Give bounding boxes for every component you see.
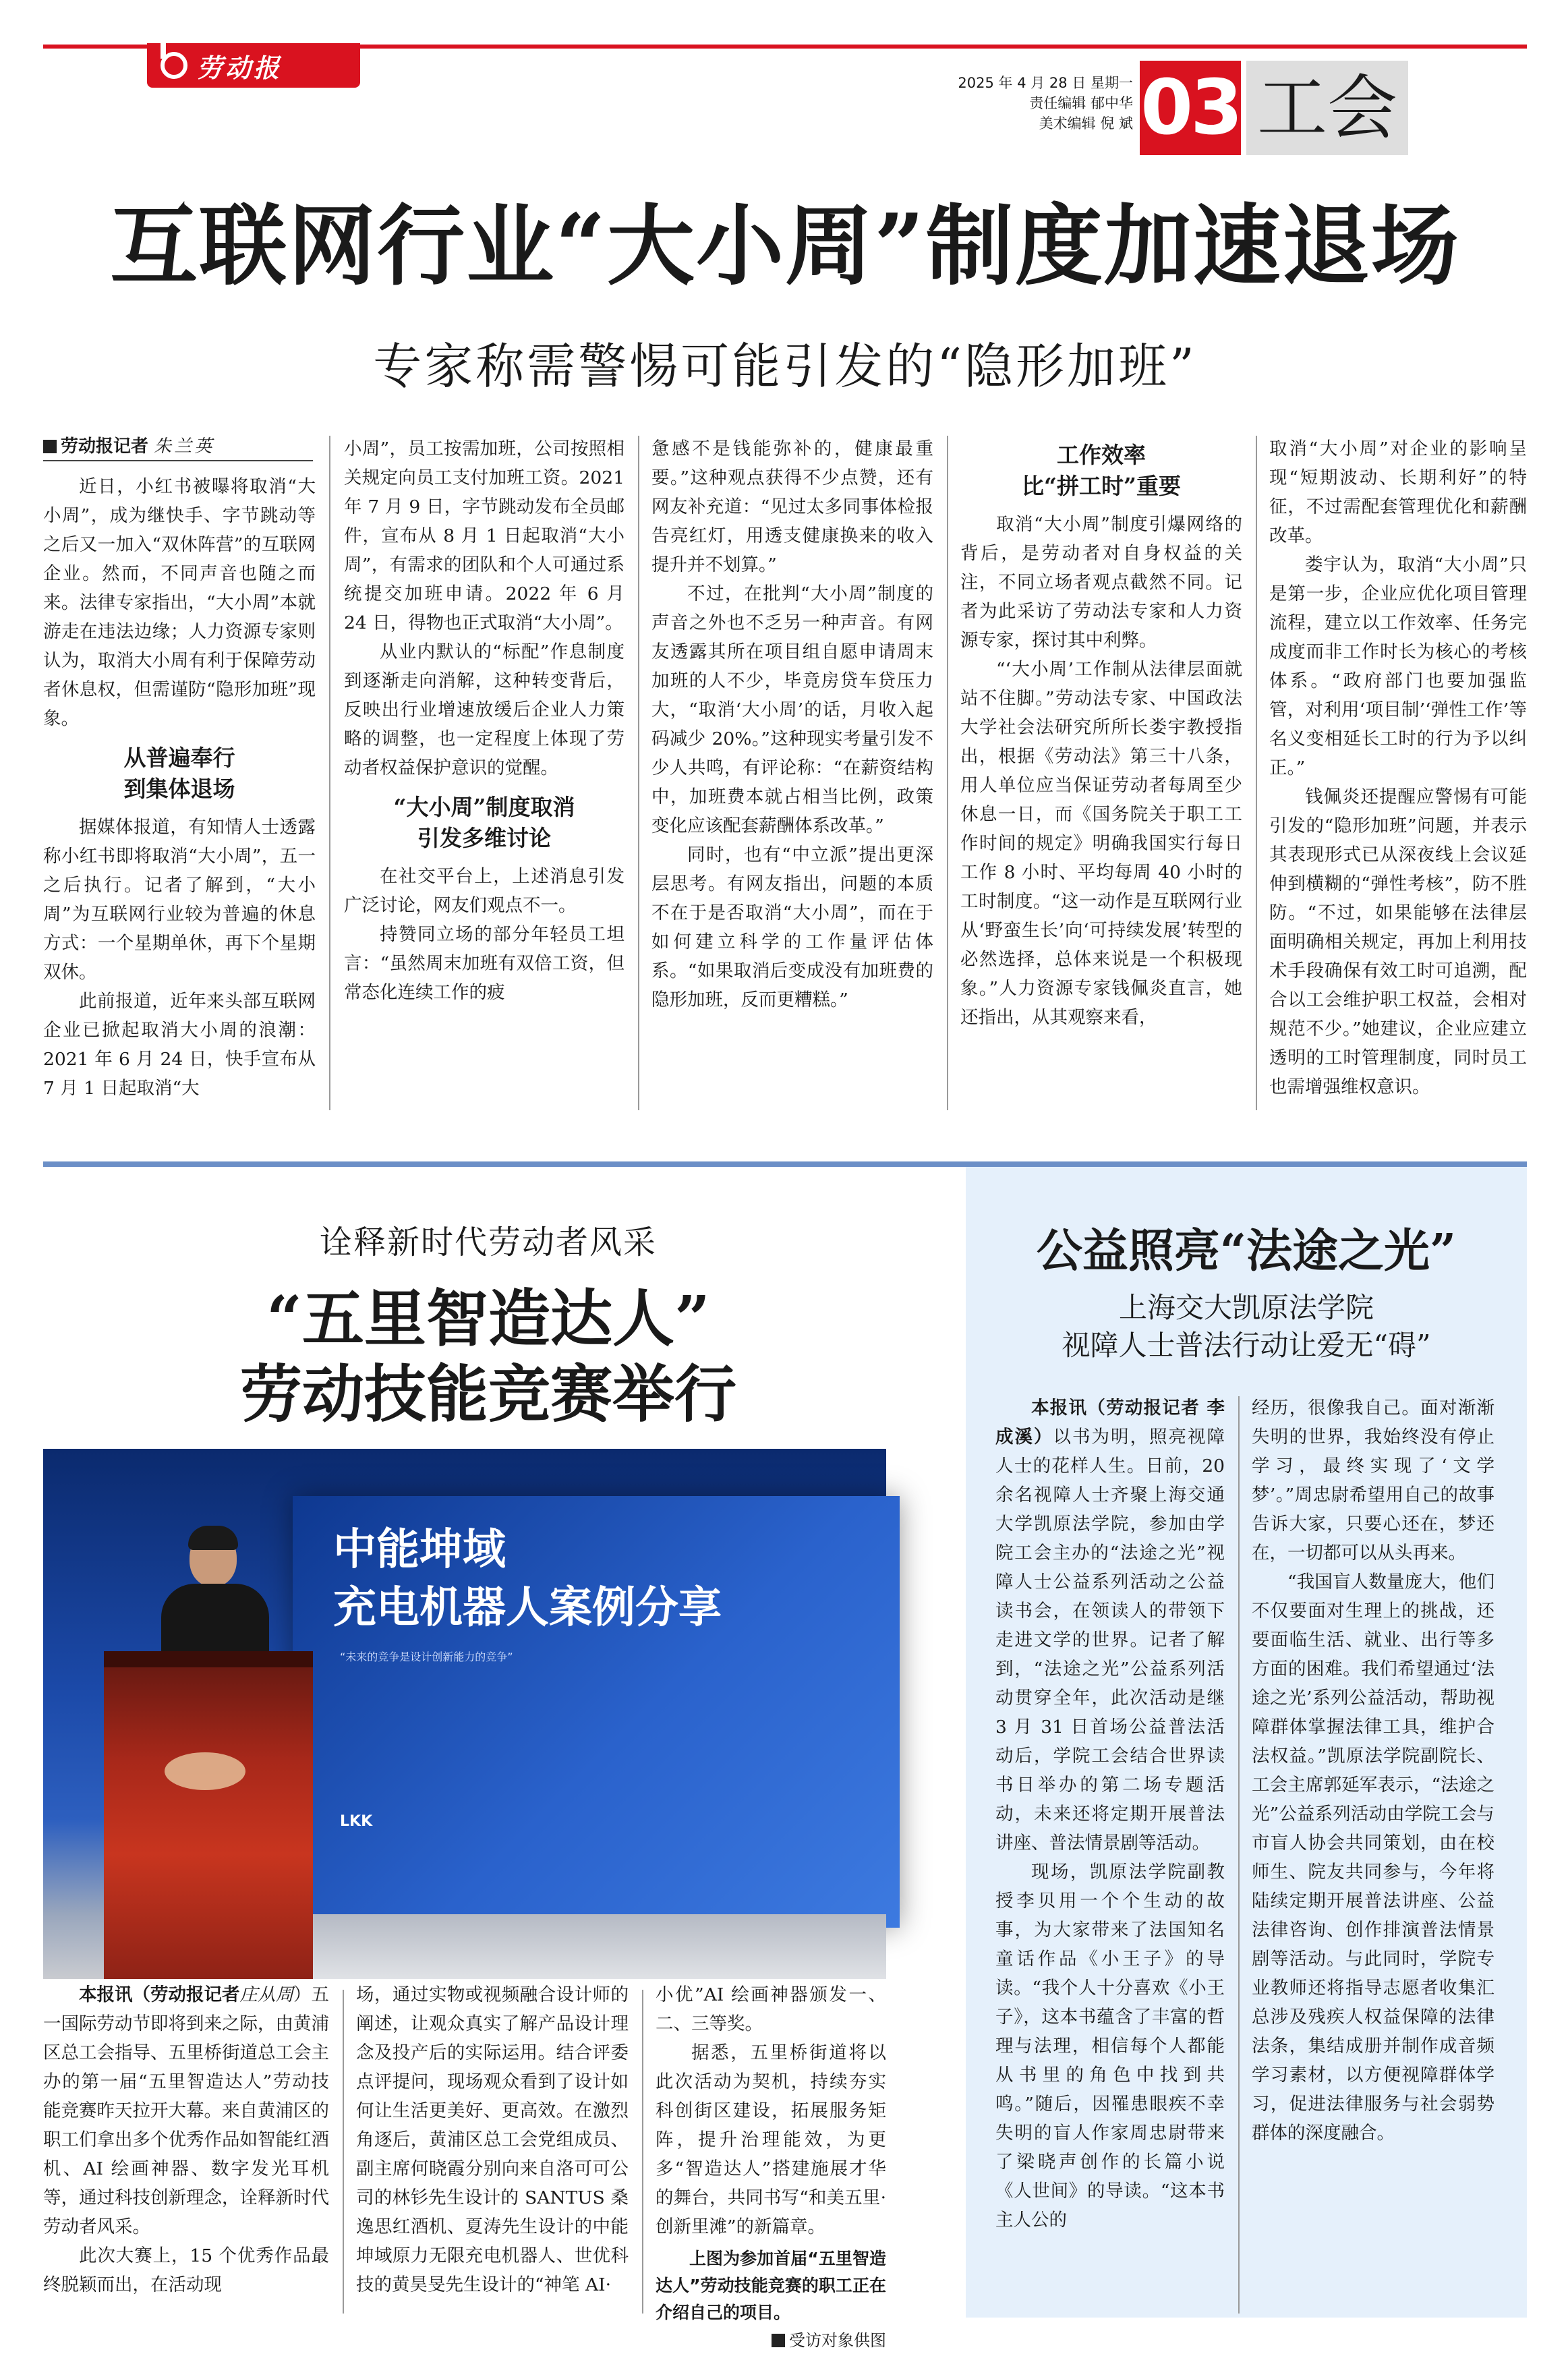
subheading: “大小周”制度取消 引发多维讨论 xyxy=(393,794,575,851)
dateline: 本报讯（劳动报记者 李成溪） xyxy=(995,1398,1225,1447)
paragraph: 惫感不是钱能弥补的，健康最重要。”这种观点获得不少点赞，还有网友补充道：“见过太多同事体检报告亮红灯，用透支健康换来的收入提升并不划算。” xyxy=(651,438,933,575)
event-photo xyxy=(43,1449,886,1979)
section-divider xyxy=(43,1161,1527,1167)
column-rule xyxy=(1256,436,1257,1110)
paragraph: 同时，也有“中立派”提出更深层思考。有网友指出，问题的本质不在于是否取消“大小周”，而在于如何建立科学的工作量评估体系。“如果取消后变成没有加班费的隐形加班，反而更糟糕。” xyxy=(651,844,933,1010)
issue-date: 2025 年 4 月 28 日 星期一 xyxy=(958,75,1133,91)
paragraph: 小周”，员工按需加班，公司按照相关规定向员工支付加班工资。2021 年 7 月 9 日，字节跳动发布全员邮件，宣布从 8 月 1 日起取消“大小周”，有需求的团队和个人可通过系统提交加班申请。2022 年 6 月 24 日，得物也正式取消“大小周”。 xyxy=(344,438,625,633)
photo-credit: 受访对象供图 xyxy=(656,2326,886,2355)
article3-column-2 xyxy=(1252,1394,1494,2318)
article1-column-1 xyxy=(43,472,316,1113)
stage-floor xyxy=(313,1914,886,1979)
logo-text: 劳动报 xyxy=(197,52,283,83)
paragraph: 现场，凯原法学院副教授李贝用一个个生动的故事，为大家带来了法国知名童话作品《小王子》的导读。“我个人十分喜欢《小王子》，这本书蕴含了丰富的哲理与法理，相信每个人都能从书里的角色中找到共鸣。”随后，因罹患眼疾不幸失明的盲人作家周忠尉带来了梁晓声创作的长篇小说《人世间》的导读。“这本书主人公的 xyxy=(995,1862,1225,2231)
article2-column-2 xyxy=(356,1980,629,2318)
screen-brand: LKK xyxy=(340,1813,373,1830)
article3-subtitle-line1: 上海交大凯原法学院 xyxy=(1118,1291,1374,1324)
article1-column-3 xyxy=(651,434,933,1113)
byline-name: 朱兰英 xyxy=(154,436,215,457)
screen-title-line1: 中能坤域 xyxy=(333,1525,506,1575)
paragraph: 从业内默认的“标配”作息制度到逐渐走向消解，这种转变背后，反映出行业增速放缓后企业人力策略的调整，也一定程度上体现了劳动者权益保护意识的觉醒。 xyxy=(344,641,625,778)
column-rule xyxy=(1238,1396,1240,2314)
article1-column-2 xyxy=(344,434,625,1113)
paragraph: 本报讯（劳动报记者 李成溪）以书为明，照亮视障人士的花样人生。日前，20 余名视障人士齐聚上海交通大学凯原法学院，参加由学院工会主办的“法途之光”视障人士公益系列活动之公益读书会，在领读人的带领下走进文学的世界。记者了解到，“法途之光”公益系列活动贯穿全年，此次活动是继 3 月 31 日首场公益普法活动后，学院工会结合世界读书日举办的第二场专题活动，未来还将定期开展普法讲座、普法情景剧等活动。 xyxy=(995,1398,1225,1854)
subheading: 从普遍奉行 到集体退场 xyxy=(123,745,235,802)
column-rule xyxy=(343,1990,344,2314)
paragraph: 经历，很像我自己。面对渐渐失明的世界，我始终没有停止学习，最终实现了‘文学梦’。”周忠尉希望用自己的故事告诉大家，只要心还在，梦还在，一切都可以从头再来。 xyxy=(1252,1398,1494,1563)
paragraph: 在社交平台上，上述消息引发广泛讨论，网友们观点不一。 xyxy=(344,866,625,916)
paragraph: 此前报道，近年来头部互联网企业已掀起取消大小周的浪潮：2021 年 6 月 24 日，快手宣布从 7 月 1 日起取消“大 xyxy=(43,991,316,1099)
screen-title-line2: 充电机器人案例分享 xyxy=(333,1583,722,1633)
article1-title: 互联网行业“大小周”制度加速退场 xyxy=(110,194,1460,297)
reporter-name: 庄从周 xyxy=(239,1984,293,2005)
paragraph: 场，通过实物或视频融合设计师的阐述，让观众真实了解产品设计理念及投产后的实际运用。结合评委点评提问，现场观众看到了设计如何让生活更美好、更高效。在激烈角逐后，黄浦区总工会党组成员、副主席何晓霞分别向来自洛可可公司的林钐先生设计的 SANTUS 桑逸思红酒机、夏涛先生设计的中能坤域原力无限充电机器人、世优科技的黄昊旻先生设计的“神笔 AI· xyxy=(356,1984,629,2295)
section-name: 工会 xyxy=(1246,61,1408,155)
masthead-info xyxy=(877,73,1133,134)
article3-subtitle-line2: 视障人士普法行动让爱无“碍” xyxy=(1062,1329,1431,1362)
article1-column-5 xyxy=(1269,434,1527,1113)
art-editor-credit: 美术编辑 倪 斌 xyxy=(1039,115,1133,132)
article1-byline xyxy=(43,434,313,461)
article2-column-3 xyxy=(656,1980,886,2350)
lectern xyxy=(104,1651,313,1979)
paragraph: 据悉，五里桥街道将以此次活动为契机，持续夯实科创街区建设，拓展服务矩阵，提升治理能效，为更多“智造达人”搭建施展才华的舞台，共同书写“和美五里·创新里滩”的新篇章。 xyxy=(656,2042,886,2237)
masthead-logo xyxy=(147,43,360,88)
paragraph: “我国盲人数量庞大，他们不仅要面对生理上的挑战，还要面临生活、就业、出行等多方面的困难。我们希望通过‘法途之光’系列公益活动，帮助视障群体掌握法律工具，维护合法权益。”凯原法学院副院长、工会主席郭延军表示，“法途之光”公益系列活动由学院工会与市盲人协会共同策划，由在校师生、院友共同参与，今年将陆续定期开展普法讲座、公益法律咨询、创作排演普法情景剧等活动。与此同时，学院专业教师还将指导志愿者收集汇总涉及残疾人权益保障的法律法条，集结成册并制作成音频学习素材，以方便视障群体学习，促进法律服务与社会弱势群体的深度融合。 xyxy=(1252,1572,1494,2144)
paragraph: 近日，小红书被曝将取消“大小周”，成为继快手、字节跳动等之后又一加入“双休阵营”的互联网企业。然而，不同声音也随之而来。法律专家指出，“大小周”本就游走在违法边缘；人力资源专家则认为，取消大小周有利于保障劳动者休息权，但需谨防“隐形加班”现象。 xyxy=(43,476,316,729)
byline-label: 劳动报记者 xyxy=(61,436,149,457)
lectern-emblem xyxy=(165,1752,245,1790)
paragraph: “‘大小周’工作制从法律层面就站不住脚。”劳动法专家、中国政法大学社会法研究所所长娄宇教授指出，根据《劳动法》第三十八条，用人单位应当保证劳动者每周至少休息一日，而《国务院关于职工工作时间的规定》明确我国实行每日工作 8 小时、平均每周 40 小时的工时制度。“这一动作是互联网行业从‘野蛮生长’向‘可持续发展’转型的必然选择，总体来说是一个积极现象。”人力资源专家钱佩炎直言，她还指出，从其观察来看， xyxy=(960,659,1242,1028)
column-rule xyxy=(638,436,639,1110)
paragraph: 钱佩炎还提醒应警惕有可能引发的“隐形加班”问题，并表示其表现形式已从深夜线上会议延伸到横糊的“弹性考核”，防不胜防。“不过，如果能够在法律层面明确相关规定，再加上利用技术手段确保有效工时可追溯，配合以工会维护职工权益，会相对规范不少。”她建议，企业应建立透明的工时管理制度，同时员工也需增强维权意识。 xyxy=(1269,786,1527,1097)
paragraph: 持赞同立场的部分年轻员工坦言：“虽然周末加班有双倍工资，但常态化连续工作的疲 xyxy=(344,924,625,1003)
paragraph: 取消“大小周”制度引爆网络的背后，是劳动者对自身权益的关注，不同立场者观点截然不同。记者为此采访了劳动法专家和人力资源专家，探讨其中利弊。 xyxy=(960,514,1242,651)
column-rule xyxy=(642,1990,643,2314)
article2-title-line1: “五里智造达人” xyxy=(266,1282,710,1355)
article3-column-1 xyxy=(995,1394,1225,2318)
paragraph: 本报讯（劳动报记者庄从周）五一国际劳动节即将到来之际，由黄浦区总工会指导、五里桥街道总工会主办的第一届“五里智造达人”劳动技能竞赛昨天拉开大幕。来自黄浦区的职工们拿出多个优秀作品如智能红酒机、AI 绘画神器、数字发光耳机等，通过科技创新理念，诠释新时代劳动者风采。 xyxy=(43,1984,329,2237)
subheading: 工作效率 比“拼工时”重要 xyxy=(1022,442,1181,499)
byline-marker xyxy=(43,440,57,453)
paragraph: 取消“大小周”对企业的影响呈现“短期波动、长期利好”的特征，不过需配套管理优化和薪酬改革。 xyxy=(1269,438,1527,546)
photo-caption: 上图为参加首届“五里智造达人”劳动技能竞赛的职工正在介绍自己的项目。 xyxy=(656,2249,886,2322)
article3-title: 公益照亮“法途之光” xyxy=(1036,1224,1457,1278)
article1-column-4 xyxy=(960,434,1242,1113)
paragraph: 此次大赛上，15 个优秀作品最终脱颖而出，在活动现 xyxy=(43,2245,329,2295)
column-rule xyxy=(947,436,948,1110)
article2-kicker: 诠释新时代劳动者风采 xyxy=(319,1224,657,1261)
article1-subtitle: 专家称需警惕可能引发的“隐形加班” xyxy=(373,338,1197,395)
editor-credit: 责任编辑 郁中华 xyxy=(1029,95,1133,111)
page-number: 03 xyxy=(1140,61,1241,155)
dateline: 本报讯（劳动报记者 xyxy=(79,1984,240,2005)
paragraph: 娄宇认为，取消“大小周”只是第一步，企业应优化项目管理流程，建立以工作效率、任务完成度而非工作时长为核心的考核体系。“政府部门也要加强监管，对利用‘项目制’‘弹性工作’等名义变相延长工时的行为予以纠正。” xyxy=(1269,554,1527,778)
column-rule xyxy=(329,436,330,1110)
logo-icon xyxy=(161,52,187,79)
paragraph: 小优”AI 绘画神器颁发一、二、三等奖。 xyxy=(656,1984,886,2034)
paragraph: 不过，在批判“大小周”制度的声音之外也不乏另一种声音。有网友透露其所在项目组自愿申请周末加班的人不少，毕竟房贷车贷压力大，“取消‘大小周’的话，月收入起码减少 20%。”这种现实考量引发不少人共鸣，有评论称：“在薪资结构中，加班费本就占相当比例，政策变化应该配套薪酬体系改革。” xyxy=(651,583,933,836)
screen-small-text: “未来的竞争是设计创新能力的竞争” xyxy=(340,1650,513,1663)
article2-title-line2: 劳动技能竞赛举行 xyxy=(239,1358,736,1431)
credit-marker xyxy=(772,2334,785,2347)
article2-column-1 xyxy=(43,1980,329,2318)
paragraph: 据媒体报道，有知情人士透露称小红书即将取消“大小周”，五一之后执行。记者了解到，“大小周”为互联网行业较为普遍的休息方式：一个星期单休，再下个星期双休。 xyxy=(43,817,316,983)
